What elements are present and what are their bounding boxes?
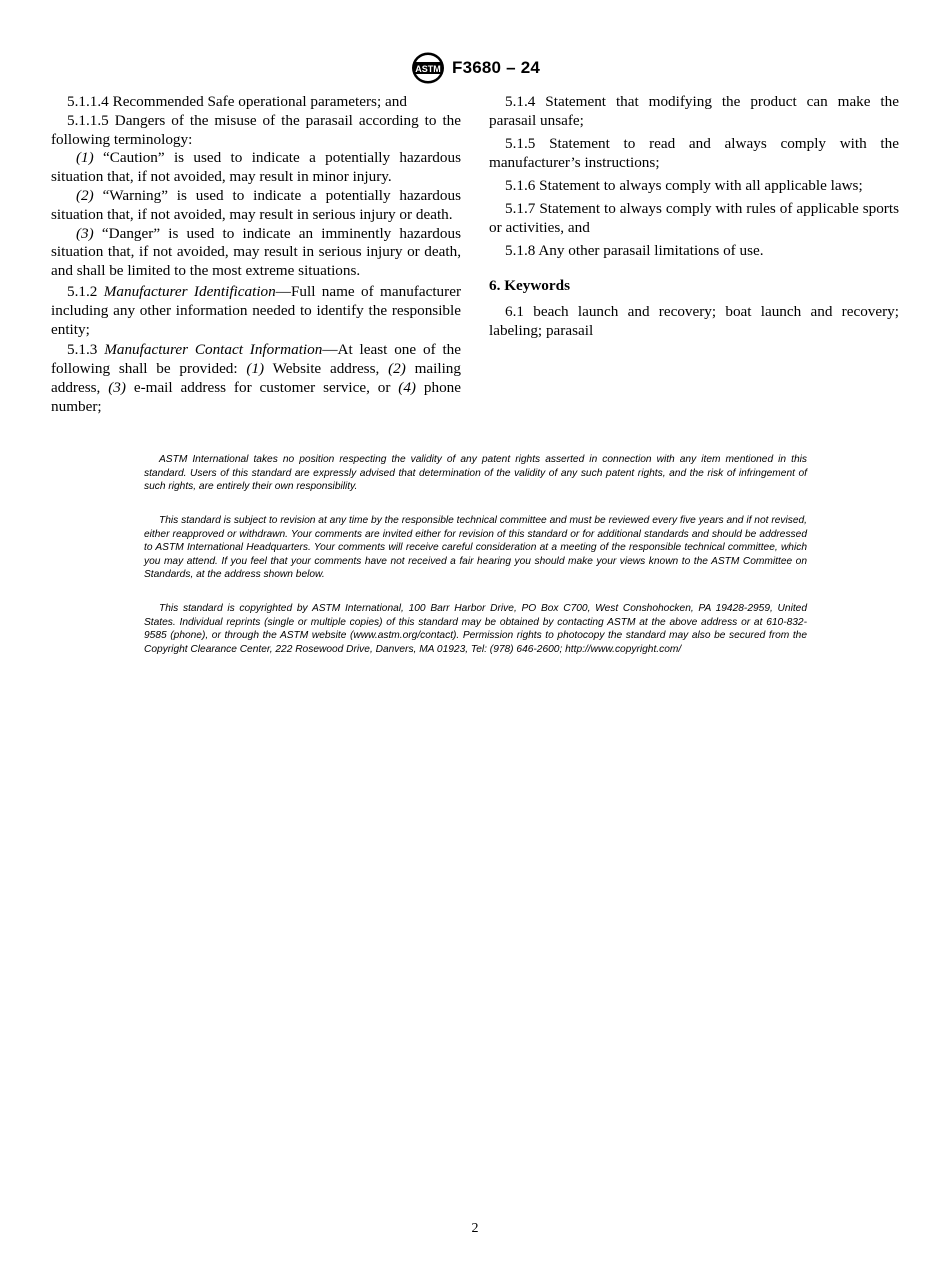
clause-6-1: 6.1 beach launch and recovery; boat launch and recovery; labeling; parasail: [489, 302, 899, 339]
clause-5-1-3-enum-4: (4): [398, 378, 416, 396]
clause-5-1-3-text-b: Website address,: [264, 360, 389, 378]
term-caution: [51, 149, 461, 187]
clause-5-1-4: 5.1.4 Statement that modifying the product can make the parasail unsafe;: [489, 93, 899, 129]
copyright-notice: [144, 602, 807, 656]
clause-5-1-3-enum-3: (3): [108, 378, 126, 396]
astm-logo-icon: [410, 51, 446, 85]
copyright-notice-text: This standard is copyrighted by ASTM International, 100 Barr Harbor Drive, PO Box C700, West Conshohocken, PA 19428-2959, United States. Individual reprints (single or multiple copies) of this standard may be obtained by contacting ASTM at the above address or at 610-832-9585 (phone), or through the ASTM website (www.astm.org/contact). Permission rights to photocopy the standard may also be secured from the Copyright Clearance Center, 222 Rosewood Drive, Danvers, MA 01923, Tel: (978) 646-2600; http://www.copyright.com/: [144, 603, 807, 655]
clause-5-1-1-4: 5.1.1.4 Recommended Safe operational parameters; and: [67, 93, 407, 110]
clause-5-1-1-5: 5.1.1.5 Dangers of the misuse of the parasail according to the following terminology:: [51, 111, 461, 148]
clause-5-1-3-enum-2: (2): [388, 360, 406, 378]
astm-logo-text: ASTM: [415, 64, 441, 74]
term-warning: [51, 187, 461, 225]
patent-notice: [144, 453, 807, 494]
term-caution-number: (1): [76, 149, 94, 167]
clause-5-1-3-text-d: e-mail address for customer service, or: [125, 378, 399, 396]
section-heading-keywords: 6. Keywords: [489, 276, 570, 294]
term-danger: [51, 225, 461, 281]
right-column: [489, 93, 899, 345]
clause-5-1-2: [51, 283, 461, 339]
designation: F3680 – 24: [451, 58, 540, 77]
clause-5-1-3-enum-1: (1): [246, 360, 265, 378]
page-number: 2: [471, 1221, 479, 1236]
clause-5-1-3-text-a: —At least one of the following shall be provided:: [51, 341, 462, 378]
clause-5-1-3: [51, 341, 461, 416]
clause-5-1-7: 5.1.7 Statement to always comply with rules of applicable sports or activities, and: [489, 200, 899, 236]
revision-notice: [144, 514, 807, 582]
revision-notice-text: This standard is subject to revision at any time by the responsible technical committee and must be reviewed every five years and if not revised, either reapproved or withdrawn. Your comments are invited either for revision of this standard or for additional standards and should be addressed to ASTM International Headquarters. Your comments will receive careful consideration at a meeting of the responsible technical committee, which you may attend. If you feel that your comments have not received a fair hearing you should make your views known to the ASTM Committee on Standards, at the address shown below.: [144, 515, 807, 581]
left-column: [51, 93, 461, 417]
term-danger-text: “Danger” is used to indicate an imminently hazardous situation that, if not avoided, may result in serious injury or death, and shall be limited to the most extreme situations.: [51, 224, 461, 280]
term-caution-text: “Caution” is used to indicate a potentially hazardous situation that, if not avoided, may result in minor injury.: [51, 149, 461, 186]
patent-notice-text: ASTM International takes no position respecting the validity of any patent rights asserted in connection with any item mentioned in this standard. Users of this standard are expressly advised that determination of the validity of any such patent rights, and the risk of infringement of such rights, are entirely their own responsibility.: [144, 454, 807, 493]
clause-5-1-2-text: —Full name of manufacturer including any other information needed to identify the responsible entity;: [51, 282, 462, 338]
term-warning-text: “Warning” is used to indicate a potentially hazardous situation that, if not avoided, may result in serious injury or death.: [51, 186, 461, 223]
term-warning-number: (2): [76, 186, 94, 204]
clause-5-1-2-title: Manufacturer Identification: [103, 282, 276, 300]
clause-5-1-5: 5.1.5 Statement to read and always comply with the manufacturer’s instructions;: [489, 134, 899, 171]
clause-5-1-3-text-c: mailing address,: [51, 360, 461, 396]
term-danger-number: (3): [76, 224, 94, 242]
clause-5-1-3-title: Manufacturer Contact Information: [104, 341, 323, 359]
page-header: [0, 50, 950, 86]
clause-5-1-3-number: 5.1.3: [67, 341, 105, 359]
clause-5-1-2-number: 5.1.2: [67, 282, 104, 300]
clause-5-1-6: 5.1.6 Statement to always comply with all applicable laws;: [505, 176, 863, 194]
clause-5-1-8: 5.1.8 Any other parasail limitations of use.: [505, 242, 764, 260]
clause-5-1-3-text-e: phone number;: [51, 378, 461, 415]
